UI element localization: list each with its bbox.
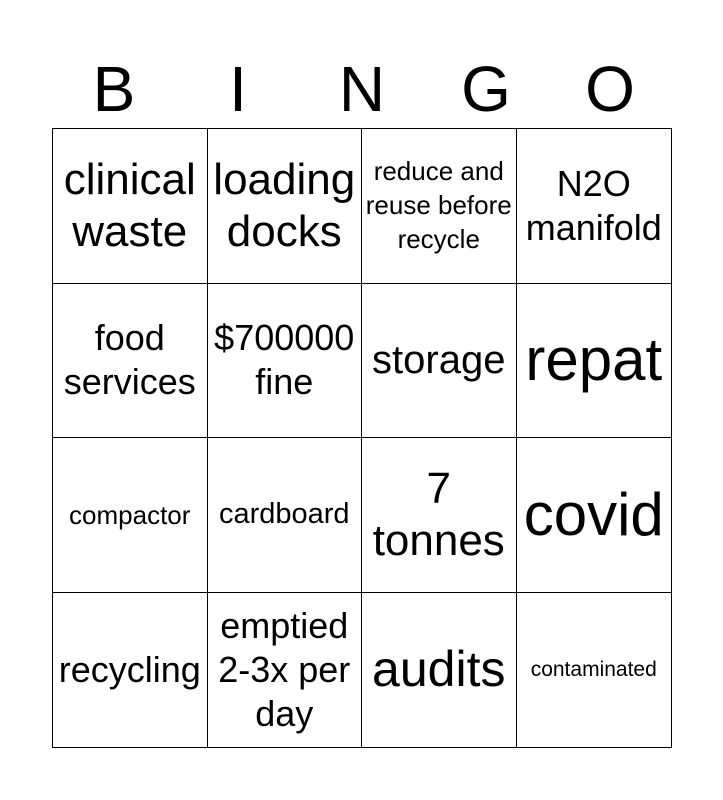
bingo-cell[interactable] [362, 593, 517, 748]
bingo-cell[interactable] [53, 284, 208, 439]
bingo-cell[interactable] [517, 129, 672, 284]
bingo-cell[interactable] [517, 438, 672, 593]
header-letter-n: N [338, 53, 386, 125]
cell-label: reduce and reuse before recycle [365, 156, 512, 254]
cell-label: N2O manifold [525, 162, 662, 248]
cell-label: loading docks [213, 154, 356, 256]
bingo-cell[interactable] [362, 284, 517, 439]
cell-label: clinical waste [63, 154, 196, 256]
bingo-cell[interactable] [208, 438, 363, 593]
bingo-cell[interactable] [517, 593, 672, 748]
bingo-cell[interactable] [362, 438, 517, 593]
header-letter-b: B [92, 53, 136, 125]
header-letter-o: O [585, 53, 635, 125]
bingo-cell[interactable] [53, 129, 208, 284]
cell-label: food services [63, 317, 196, 403]
header-letter-i: I [229, 53, 247, 125]
header-letter-g: G [461, 53, 511, 125]
bingo-cell[interactable] [517, 284, 672, 439]
cell-label: 7 tonnes [372, 463, 505, 565]
cell-label: recycling [58, 648, 201, 690]
bingo-cell[interactable] [208, 593, 363, 748]
cell-label: covid [523, 480, 664, 548]
cell-label: emptied 2-3x per day [218, 604, 351, 734]
bingo-cell[interactable] [362, 129, 517, 284]
cell-label: cardboard [218, 498, 350, 531]
cell-label: audits [372, 641, 506, 698]
bingo-cell[interactable] [53, 438, 208, 593]
bingo-cell[interactable] [53, 593, 208, 748]
bingo-header [52, 50, 672, 128]
bingo-cell[interactable] [208, 129, 363, 284]
bingo-cell[interactable] [208, 284, 363, 439]
bingo-board [52, 128, 672, 748]
cell-label: repat [525, 326, 663, 394]
cell-label: storage [372, 338, 506, 383]
cell-label: $700000 fine [214, 317, 355, 403]
cell-label: compactor [69, 499, 191, 530]
cell-label: contaminated [530, 658, 657, 682]
